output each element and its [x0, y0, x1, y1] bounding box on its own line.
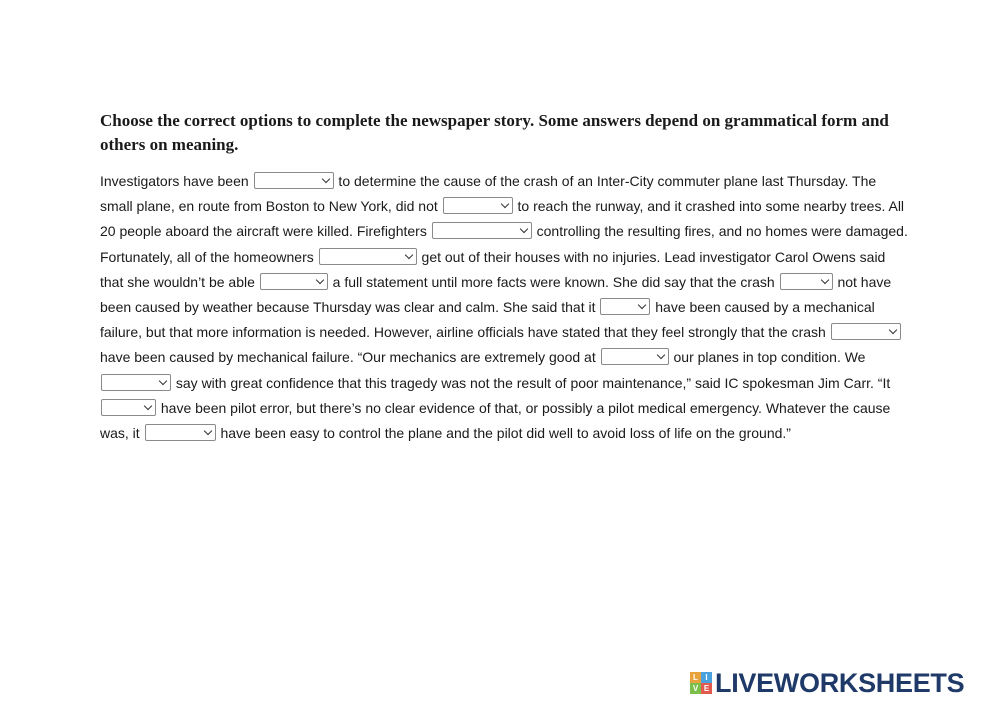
chevron-down-icon: [500, 200, 508, 208]
story-text: to determine the cause of the crash of an Inter-City commuter plane last Thursday. The small plane, en route from Boston to New York, did not: [100, 173, 877, 215]
chevron-down-icon: [159, 376, 167, 384]
instructions-heading: Choose the correct options to complete the newspaper story. Some answers depend on grammatical form and others on meaning.: [100, 111, 889, 154]
mark-letter: E: [701, 683, 712, 694]
answer-dropdown-6[interactable]: [780, 273, 833, 290]
answer-dropdown-1[interactable]: [254, 172, 334, 189]
liveworksheets-logo: [690, 668, 964, 698]
chevron-down-icon: [321, 175, 329, 183]
chevron-down-icon: [656, 351, 664, 359]
story-text: not have been caused by weather because Thursday was clear and calm. She said that it: [100, 273, 892, 316]
liveworksheets-mark-icon: [690, 672, 712, 694]
newspaper-story: [100, 169, 910, 446]
chevron-down-icon: [144, 402, 152, 410]
answer-dropdown-12[interactable]: [145, 424, 216, 441]
answer-dropdown-11[interactable]: [101, 399, 156, 416]
mark-letter: L: [690, 672, 701, 683]
story-text: say with great confidence that this tragedy was not the result of poor maintenance,” said IC spokesman Jim Carr. “It: [172, 374, 891, 391]
chevron-down-icon: [820, 276, 828, 284]
chevron-down-icon: [404, 250, 412, 258]
answer-dropdown-9[interactable]: [601, 348, 669, 365]
chevron-down-icon: [203, 427, 211, 435]
story-text: a full statement until more facts were known. She did say that the crash: [328, 273, 779, 290]
story-text: Investigators have been: [100, 173, 253, 189]
mark-letter: I: [701, 672, 712, 683]
story-text: our planes in top condition. We: [669, 349, 866, 366]
story-text: to reach the runway, and it crashed into some nearby trees. All 20 people aboard the aircraft were killed. Firefighters: [100, 198, 905, 240]
mark-letter: V: [690, 683, 701, 694]
story-text: get out of their houses with no injuries. Lead investigator Carol Owens said that she wouldn’t be able: [100, 248, 886, 290]
chevron-down-icon: [316, 276, 324, 284]
story-text: have been caused by mechanical failure. “Our mechanics are extremely good at: [100, 349, 600, 366]
story-text: have been caused by a mechanical failure, but that more information is needed. However, airline officials have stated that they feel strongly that the crash: [100, 299, 875, 341]
story-text: controlling the resulting fires, and no homes were damaged. Fortunately, all of the homeowners: [100, 223, 908, 265]
answer-dropdown-8[interactable]: [831, 323, 901, 340]
answer-dropdown-7[interactable]: [600, 298, 650, 315]
story-text: have been easy to control the plane and the pilot did well to avoid loss of life on the ground.”: [216, 425, 791, 442]
answer-dropdown-2[interactable]: [443, 197, 513, 214]
answer-dropdown-5[interactable]: [260, 273, 328, 290]
brand-wordmark: LIVEWORKSHEETS: [715, 667, 965, 698]
answer-dropdown-3[interactable]: [432, 222, 532, 239]
chevron-down-icon: [638, 301, 646, 309]
story-text: have been pilot error, but there’s no clear evidence of that, or possibly a pilot medical emergency. Whatever the cause was, it: [100, 399, 891, 442]
answer-dropdown-4[interactable]: [319, 248, 417, 265]
chevron-down-icon: [519, 225, 527, 233]
chevron-down-icon: [888, 326, 896, 334]
answer-dropdown-10[interactable]: [101, 374, 171, 391]
